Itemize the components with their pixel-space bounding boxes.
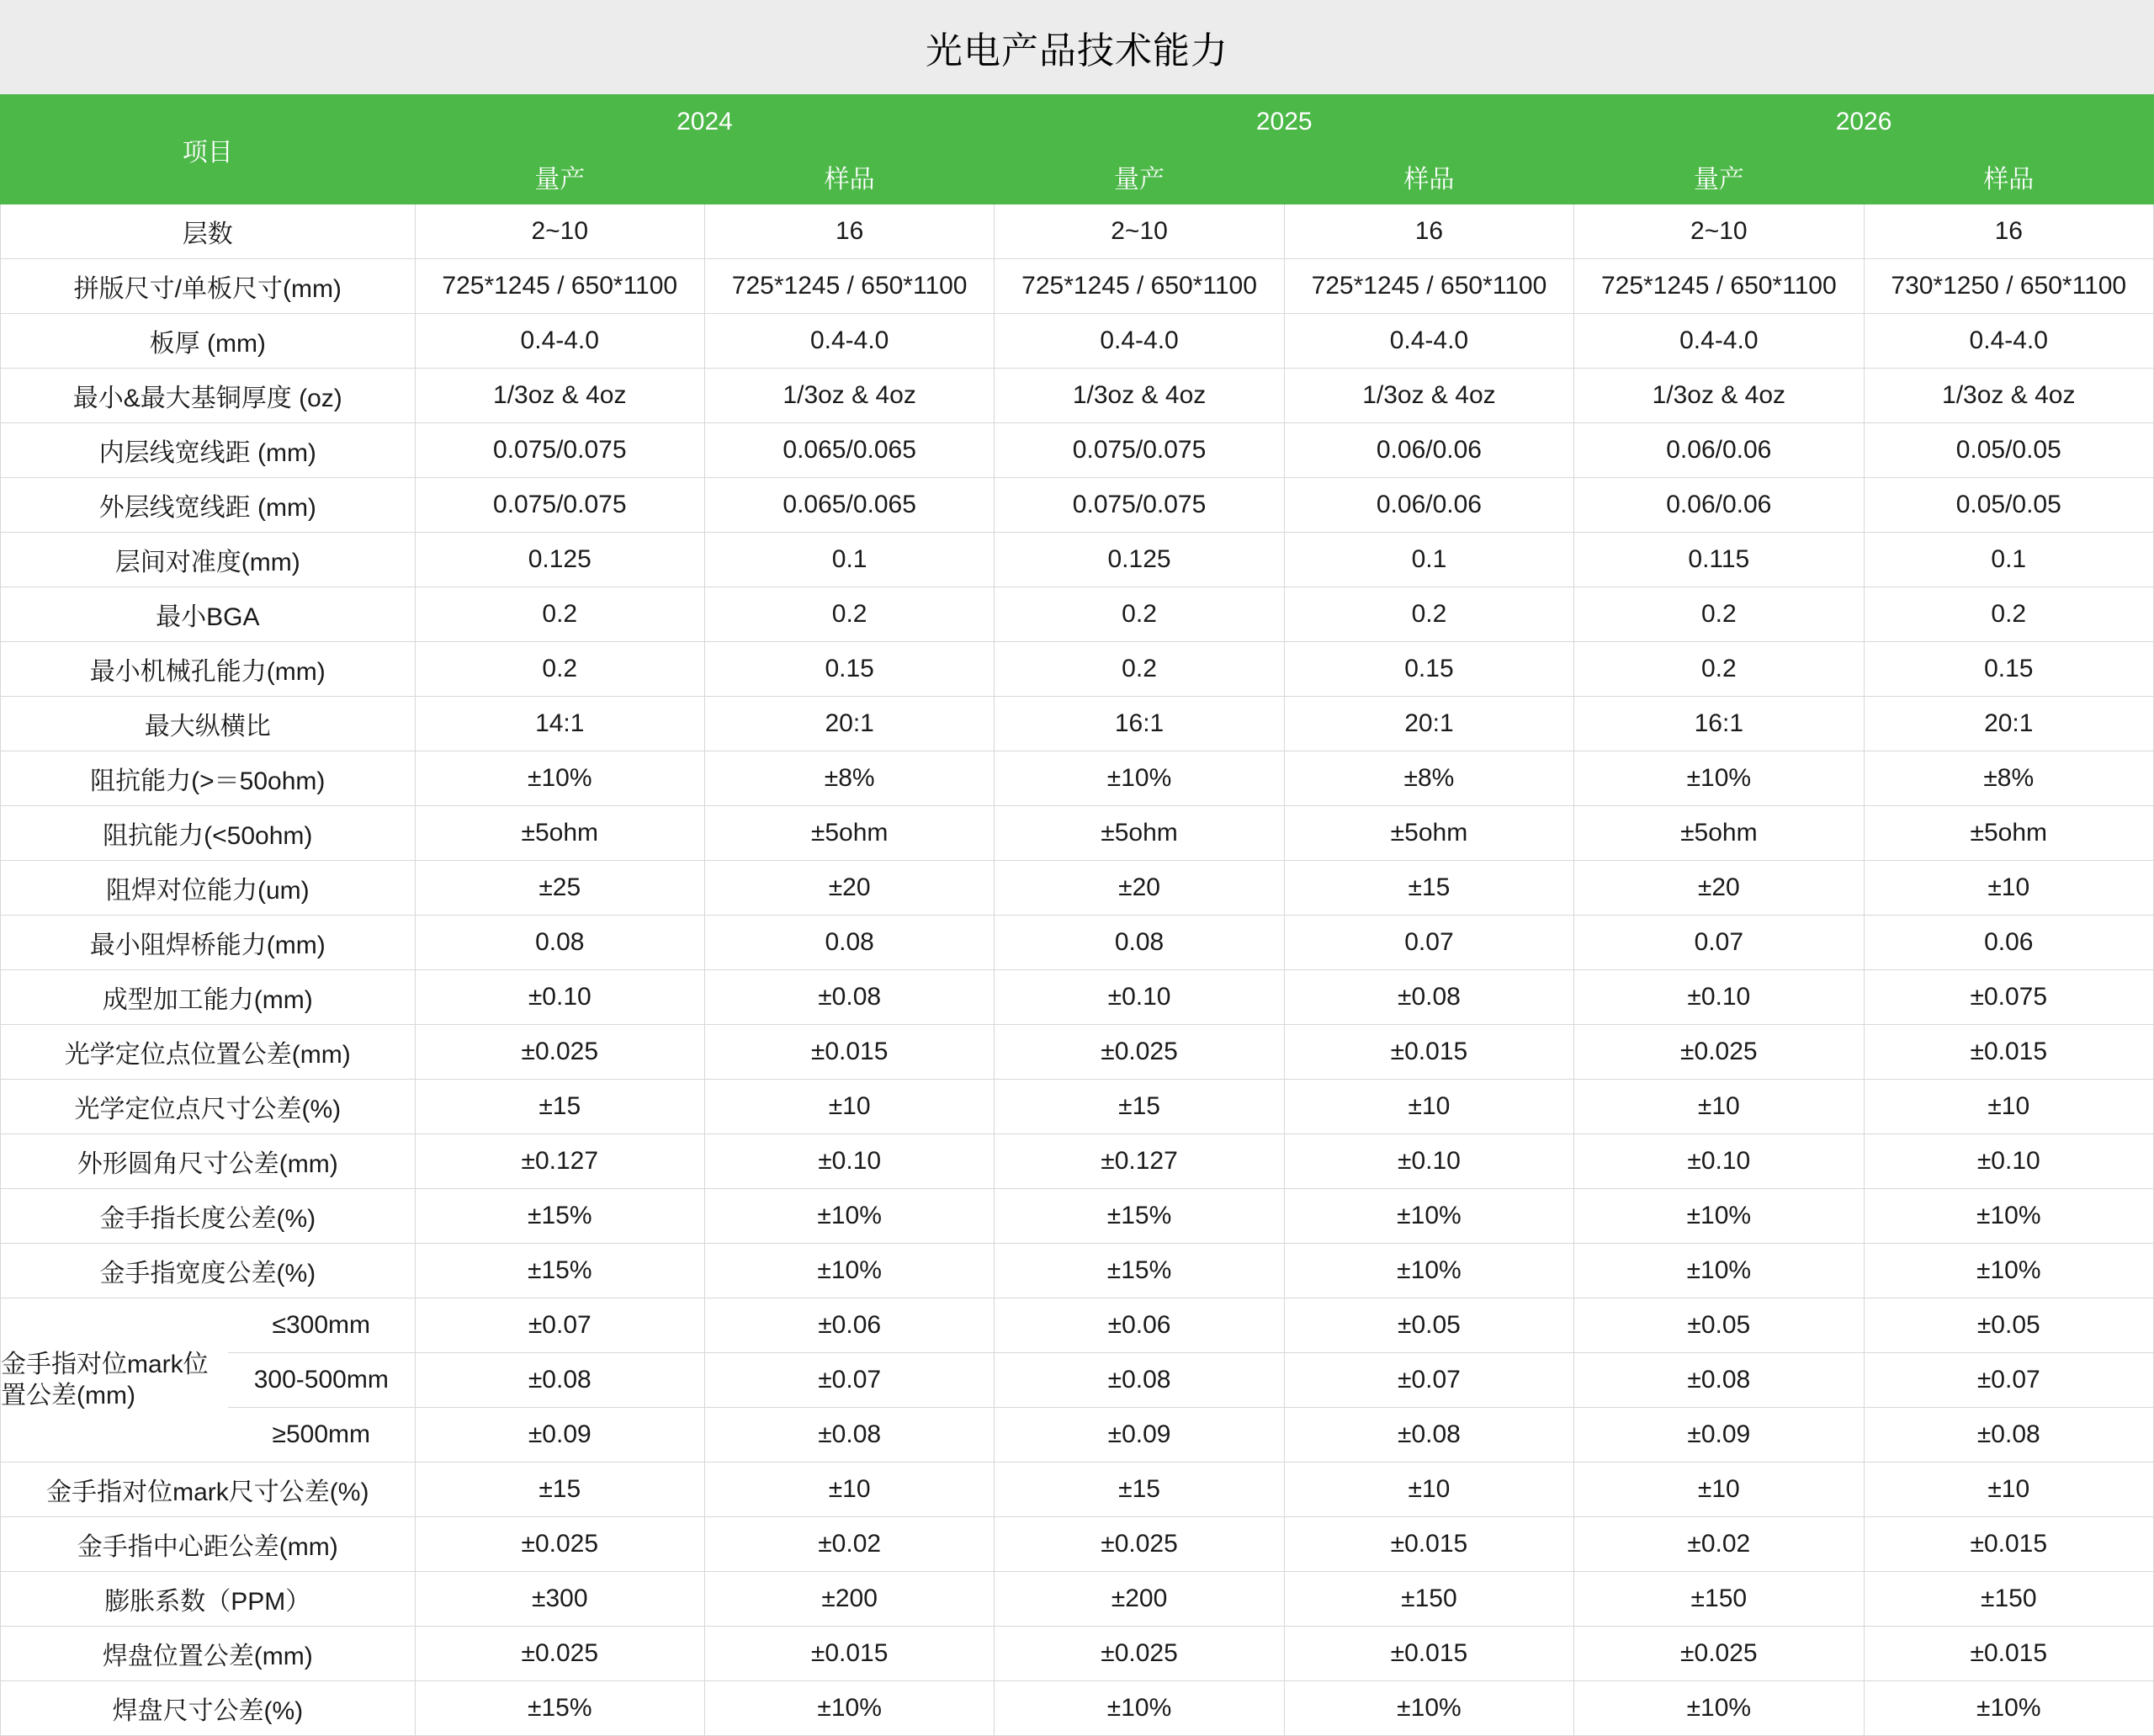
cell: ±0.015 bbox=[1864, 1627, 2153, 1681]
cell: ±0.10 bbox=[1864, 1134, 2153, 1189]
table-row bbox=[1, 1134, 2154, 1189]
cell: ±0.08 bbox=[995, 1353, 1284, 1408]
cell: 0.2 bbox=[1574, 642, 1864, 697]
row-label: 金手指宽度公差(%) bbox=[1, 1244, 416, 1298]
cell: ±0.05 bbox=[1574, 1298, 1864, 1353]
cell: 0.075/0.075 bbox=[995, 423, 1284, 478]
cell: ±10% bbox=[1864, 1681, 2153, 1736]
cell: ±0.015 bbox=[1864, 1517, 2153, 1572]
cell: ±5ohm bbox=[704, 806, 994, 861]
cell: ±0.015 bbox=[704, 1627, 994, 1681]
row-label: 膨胀系数（PPM） bbox=[1, 1572, 416, 1627]
cell: ±0.09 bbox=[415, 1408, 704, 1463]
cell: ±8% bbox=[704, 751, 994, 806]
cell: 0.115 bbox=[1574, 533, 1864, 587]
cell: ±0.10 bbox=[1574, 1134, 1864, 1189]
cell: ±15 bbox=[995, 1463, 1284, 1517]
cell: 0.08 bbox=[704, 916, 994, 970]
table-row bbox=[1, 204, 2154, 259]
cell: 0.06/0.06 bbox=[1284, 423, 1573, 478]
cell: ±10% bbox=[704, 1681, 994, 1736]
cell: ±20 bbox=[1574, 861, 1864, 916]
cell: ±0.05 bbox=[1284, 1298, 1573, 1353]
cell: 0.065/0.065 bbox=[704, 478, 994, 533]
cell: ±10% bbox=[704, 1189, 994, 1244]
row-label: 阻抗能力(>＝50ohm) bbox=[1, 751, 416, 806]
cell: 20:1 bbox=[1284, 697, 1573, 751]
cell: 1/3oz & 4oz bbox=[1864, 369, 2153, 423]
cell: 0.1 bbox=[1284, 533, 1573, 587]
row-label: 阻焊对位能力(um) bbox=[1, 861, 416, 916]
cell: ±0.07 bbox=[415, 1298, 704, 1353]
cell: ±0.127 bbox=[415, 1134, 704, 1189]
cell: ±20 bbox=[995, 861, 1284, 916]
cell: ±10 bbox=[704, 1463, 994, 1517]
table-row bbox=[1, 1244, 2154, 1298]
sub-row-label-2: 300-500mm bbox=[228, 1353, 415, 1408]
cell: 0.06 bbox=[1864, 916, 2153, 970]
table-row bbox=[1, 478, 2154, 533]
cell: 16:1 bbox=[1574, 697, 1864, 751]
cell: ±10% bbox=[1574, 1189, 1864, 1244]
cell: ±8% bbox=[1284, 751, 1573, 806]
cell: 0.065/0.065 bbox=[704, 423, 994, 478]
cell: 0.1 bbox=[704, 533, 994, 587]
cell: ±0.10 bbox=[1574, 970, 1864, 1025]
merged-group-label: 金手指对位mark位置公差(mm) bbox=[1, 1350, 209, 1410]
table-row bbox=[1, 1080, 2154, 1134]
cell: ±0.10 bbox=[415, 970, 704, 1025]
row-label: 光学定位点尺寸公差(%) bbox=[1, 1080, 416, 1134]
cell: 20:1 bbox=[1864, 697, 2153, 751]
cell: 725*1245 / 650*1100 bbox=[704, 259, 994, 314]
row-label: 内层线宽线距 (mm) bbox=[1, 423, 416, 478]
table-row bbox=[1, 751, 2154, 806]
row-label: 金手指长度公差(%) bbox=[1, 1189, 416, 1244]
cell: ±5ohm bbox=[415, 806, 704, 861]
cell: ±300 bbox=[415, 1572, 704, 1627]
column-header-year-2026: 2026 bbox=[1574, 95, 2154, 150]
cell: ±10 bbox=[1864, 1080, 2153, 1134]
cell: ±0.015 bbox=[1284, 1025, 1573, 1080]
column-header-item: 项目 bbox=[1, 95, 416, 204]
cell: 1/3oz & 4oz bbox=[704, 369, 994, 423]
cell: 16 bbox=[704, 204, 994, 259]
cell: ±0.02 bbox=[704, 1517, 994, 1572]
table-row bbox=[1, 1463, 2154, 1517]
cell: 16 bbox=[1284, 204, 1573, 259]
cell: 0.2 bbox=[1574, 587, 1864, 642]
row-label: 层数 bbox=[1, 204, 416, 259]
row-label: 外形圆角尺寸公差(mm) bbox=[1, 1134, 416, 1189]
cell: 0.2 bbox=[1284, 587, 1573, 642]
cell: ±15% bbox=[415, 1244, 704, 1298]
cell: 0.4-4.0 bbox=[995, 314, 1284, 369]
cell: ±15% bbox=[995, 1189, 1284, 1244]
cell: ±15 bbox=[995, 1080, 1284, 1134]
table-row bbox=[1, 1298, 2154, 1353]
cell: ±0.08 bbox=[704, 1408, 994, 1463]
cell: 0.4-4.0 bbox=[1574, 314, 1864, 369]
cell: 0.4-4.0 bbox=[415, 314, 704, 369]
table-row bbox=[1, 314, 2154, 369]
cell: 1/3oz & 4oz bbox=[1284, 369, 1573, 423]
cell: ±0.025 bbox=[1574, 1025, 1864, 1080]
cell: 0.125 bbox=[995, 533, 1284, 587]
cell: 0.07 bbox=[1284, 916, 1573, 970]
cell: 0.1 bbox=[1864, 533, 2153, 587]
column-header-2024-sample: 样品 bbox=[704, 150, 994, 204]
cell: ±10% bbox=[1284, 1244, 1573, 1298]
table-row bbox=[1, 697, 2154, 751]
header-row-years bbox=[1, 95, 2154, 150]
cell: ±15 bbox=[415, 1080, 704, 1134]
row-label: 金手指中心距公差(mm) bbox=[1, 1517, 416, 1572]
cell: ±0.10 bbox=[704, 1134, 994, 1189]
cell: ±15% bbox=[995, 1244, 1284, 1298]
row-label: 阻抗能力(<50ohm) bbox=[1, 806, 416, 861]
cell: 0.15 bbox=[704, 642, 994, 697]
row-label: 焊盘尺寸公差(%) bbox=[1, 1681, 416, 1736]
table-row bbox=[1, 533, 2154, 587]
cell: 2~10 bbox=[415, 204, 704, 259]
column-header-2025-sample: 样品 bbox=[1284, 150, 1573, 204]
column-header-2024-mass: 量产 bbox=[415, 150, 704, 204]
row-label: 板厚 (mm) bbox=[1, 314, 416, 369]
row-label: 金手指对位mark尺寸公差(%) bbox=[1, 1463, 416, 1517]
cell: 0.07 bbox=[1574, 916, 1864, 970]
cell: ±0.09 bbox=[1574, 1408, 1864, 1463]
cell: ±10 bbox=[1574, 1080, 1864, 1134]
table-row bbox=[1, 369, 2154, 423]
cell: ±0.015 bbox=[1864, 1025, 2153, 1080]
row-label: 最小机械孔能力(mm) bbox=[1, 642, 416, 697]
cell: ±0.08 bbox=[415, 1353, 704, 1408]
cell: ±10 bbox=[1864, 861, 2153, 916]
cell: 0.075/0.075 bbox=[995, 478, 1284, 533]
cell: 14:1 bbox=[415, 697, 704, 751]
cell: ±0.08 bbox=[1284, 1408, 1573, 1463]
cell: 0.2 bbox=[1864, 587, 2153, 642]
cell: ±10% bbox=[415, 751, 704, 806]
cell: ±0.015 bbox=[1284, 1517, 1573, 1572]
column-header-year-2024: 2024 bbox=[415, 95, 995, 150]
cell: ±5ohm bbox=[1284, 806, 1573, 861]
cell: ±10 bbox=[1864, 1463, 2153, 1517]
cell: ±150 bbox=[1284, 1572, 1573, 1627]
cell: ±0.08 bbox=[1574, 1353, 1864, 1408]
cell: 1/3oz & 4oz bbox=[995, 369, 1284, 423]
cell: 0.08 bbox=[415, 916, 704, 970]
row-label: 焊盘位置公差(mm) bbox=[1, 1627, 416, 1681]
cell: ±10% bbox=[1864, 1189, 2153, 1244]
cell: 1/3oz & 4oz bbox=[415, 369, 704, 423]
cell: ±10% bbox=[704, 1244, 994, 1298]
cell: 0.08 bbox=[995, 916, 1284, 970]
cell: 0.075/0.075 bbox=[415, 423, 704, 478]
table-row bbox=[1, 861, 2154, 916]
cell: ±0.08 bbox=[704, 970, 994, 1025]
cell: ±0.08 bbox=[1864, 1408, 2153, 1463]
row-label: 最小阻焊桥能力(mm) bbox=[1, 916, 416, 970]
column-header-2026-sample: 样品 bbox=[1864, 150, 2153, 204]
capability-table bbox=[0, 94, 2154, 1736]
cell: ±0.025 bbox=[995, 1517, 1284, 1572]
cell: ±10% bbox=[1574, 1681, 1864, 1736]
cell: 0.4-4.0 bbox=[1864, 314, 2153, 369]
title-bar bbox=[0, 0, 2154, 94]
cell: 0.4-4.0 bbox=[704, 314, 994, 369]
cell: ±0.015 bbox=[704, 1025, 994, 1080]
table-row bbox=[1, 806, 2154, 861]
table-row bbox=[1, 1681, 2154, 1736]
table-row bbox=[1, 970, 2154, 1025]
cell: ±0.025 bbox=[995, 1025, 1284, 1080]
cell: ±10% bbox=[1284, 1681, 1573, 1736]
cell: ±10% bbox=[1574, 1244, 1864, 1298]
row-label: 光学定位点位置公差(mm) bbox=[1, 1025, 416, 1080]
table-row bbox=[1, 1572, 2154, 1627]
cell: 1/3oz & 4oz bbox=[1574, 369, 1864, 423]
sub-row-label-1: ≤300mm bbox=[228, 1298, 415, 1353]
cell: ±0.05 bbox=[1864, 1298, 2153, 1353]
cell: ±0.025 bbox=[1574, 1627, 1864, 1681]
table-row bbox=[1, 587, 2154, 642]
cell: ±0.025 bbox=[415, 1627, 704, 1681]
row-label: 最小&最大基铜厚度 (oz) bbox=[1, 369, 416, 423]
cell: ±0.025 bbox=[415, 1517, 704, 1572]
cell: ±25 bbox=[415, 861, 704, 916]
cell: ±0.02 bbox=[1574, 1517, 1864, 1572]
column-header-year-2025: 2025 bbox=[995, 95, 1574, 150]
table-row bbox=[1, 1627, 2154, 1681]
table-head bbox=[1, 95, 2154, 204]
table-row bbox=[1, 1189, 2154, 1244]
cell: 20:1 bbox=[704, 697, 994, 751]
cell: 0.2 bbox=[704, 587, 994, 642]
cell: 725*1245 / 650*1100 bbox=[995, 259, 1284, 314]
cell: ±10% bbox=[1284, 1189, 1573, 1244]
sub-row-label-3: ≥500mm bbox=[272, 1420, 371, 1448]
cell: ±0.025 bbox=[995, 1627, 1284, 1681]
cell: 0.15 bbox=[1284, 642, 1573, 697]
cell: ±0.08 bbox=[1284, 970, 1573, 1025]
table-row bbox=[1, 642, 2154, 697]
cell: 0.06/0.06 bbox=[1574, 478, 1864, 533]
cell: 0.125 bbox=[415, 533, 704, 587]
cell: ±0.025 bbox=[415, 1025, 704, 1080]
cell: ±8% bbox=[1864, 751, 2153, 806]
cell: 725*1245 / 650*1100 bbox=[1284, 259, 1573, 314]
cell: ±0.09 bbox=[995, 1408, 1284, 1463]
cell: ±15 bbox=[415, 1463, 704, 1517]
cell: ±10% bbox=[995, 751, 1284, 806]
cell: ±5ohm bbox=[1864, 806, 2153, 861]
cell: ±0.06 bbox=[995, 1298, 1284, 1353]
row-label: 成型加工能力(mm) bbox=[1, 970, 416, 1025]
cell: ±10 bbox=[1284, 1463, 1573, 1517]
table-row bbox=[1, 916, 2154, 970]
table-row bbox=[1, 1025, 2154, 1080]
row-label: 拼版尺寸/单板尺寸(mm) bbox=[1, 259, 416, 314]
cell: 0.15 bbox=[1864, 642, 2153, 697]
table-row bbox=[1, 259, 2154, 314]
column-header-2026-mass: 量产 bbox=[1574, 150, 1864, 204]
row-label: 层间对准度(mm) bbox=[1, 533, 416, 587]
cell: ±150 bbox=[1864, 1572, 2153, 1627]
cell: 0.2 bbox=[995, 587, 1284, 642]
cell: 725*1245 / 650*1100 bbox=[415, 259, 704, 314]
cell: ±5ohm bbox=[1574, 806, 1864, 861]
cell: 0.06/0.06 bbox=[1284, 478, 1573, 533]
cell: ±200 bbox=[995, 1572, 1284, 1627]
cell: 0.06/0.06 bbox=[1574, 423, 1864, 478]
cell: ±20 bbox=[704, 861, 994, 916]
cell: ±0.075 bbox=[1864, 970, 2153, 1025]
cell: 0.05/0.05 bbox=[1864, 478, 2153, 533]
cell: 0.075/0.075 bbox=[415, 478, 704, 533]
cell: ±10% bbox=[1574, 751, 1864, 806]
cell: 2~10 bbox=[995, 204, 1284, 259]
cell: 0.4-4.0 bbox=[1284, 314, 1573, 369]
cell: 0.2 bbox=[995, 642, 1284, 697]
cell: ±10% bbox=[1864, 1244, 2153, 1298]
cell: ±10 bbox=[1574, 1463, 1864, 1517]
table-row bbox=[1, 423, 2154, 478]
cell: 0.2 bbox=[415, 642, 704, 697]
table-row bbox=[1, 1517, 2154, 1572]
cell: 16:1 bbox=[995, 697, 1284, 751]
cell: ±0.07 bbox=[1284, 1353, 1573, 1408]
row-label: 最大纵横比 bbox=[1, 697, 416, 751]
cell: ±0.10 bbox=[1284, 1134, 1573, 1189]
cell: ±0.015 bbox=[1284, 1627, 1573, 1681]
page-title: 光电产品技术能力 bbox=[926, 30, 1228, 72]
row-label: 外层线宽线距 (mm) bbox=[1, 478, 416, 533]
cell: ±0.06 bbox=[704, 1298, 994, 1353]
cell: ±0.07 bbox=[704, 1353, 994, 1408]
cell: 16 bbox=[1864, 204, 2153, 259]
cell: ±15% bbox=[415, 1681, 704, 1736]
cell: ±10 bbox=[1284, 1080, 1573, 1134]
row-label: 最小BGA bbox=[1, 587, 416, 642]
cell: ±0.07 bbox=[1864, 1353, 2153, 1408]
cell: 730*1250 / 650*1100 bbox=[1864, 259, 2153, 314]
cell: 2~10 bbox=[1574, 204, 1864, 259]
cell: ±200 bbox=[704, 1572, 994, 1627]
cell: 0.05/0.05 bbox=[1864, 423, 2153, 478]
cell: ±15 bbox=[1284, 861, 1573, 916]
cell: 0.2 bbox=[415, 587, 704, 642]
cell: ±10% bbox=[995, 1681, 1284, 1736]
column-header-2025-mass: 量产 bbox=[995, 150, 1284, 204]
cell: ±15% bbox=[415, 1189, 704, 1244]
cell: ±10 bbox=[704, 1080, 994, 1134]
row-label-merged-group bbox=[1, 1298, 416, 1463]
cell: ±0.10 bbox=[995, 970, 1284, 1025]
cell: ±0.127 bbox=[995, 1134, 1284, 1189]
table-body bbox=[1, 204, 2154, 1736]
cell: 725*1245 / 650*1100 bbox=[1574, 259, 1864, 314]
cell: ±150 bbox=[1574, 1572, 1864, 1627]
cell: ±5ohm bbox=[995, 806, 1284, 861]
